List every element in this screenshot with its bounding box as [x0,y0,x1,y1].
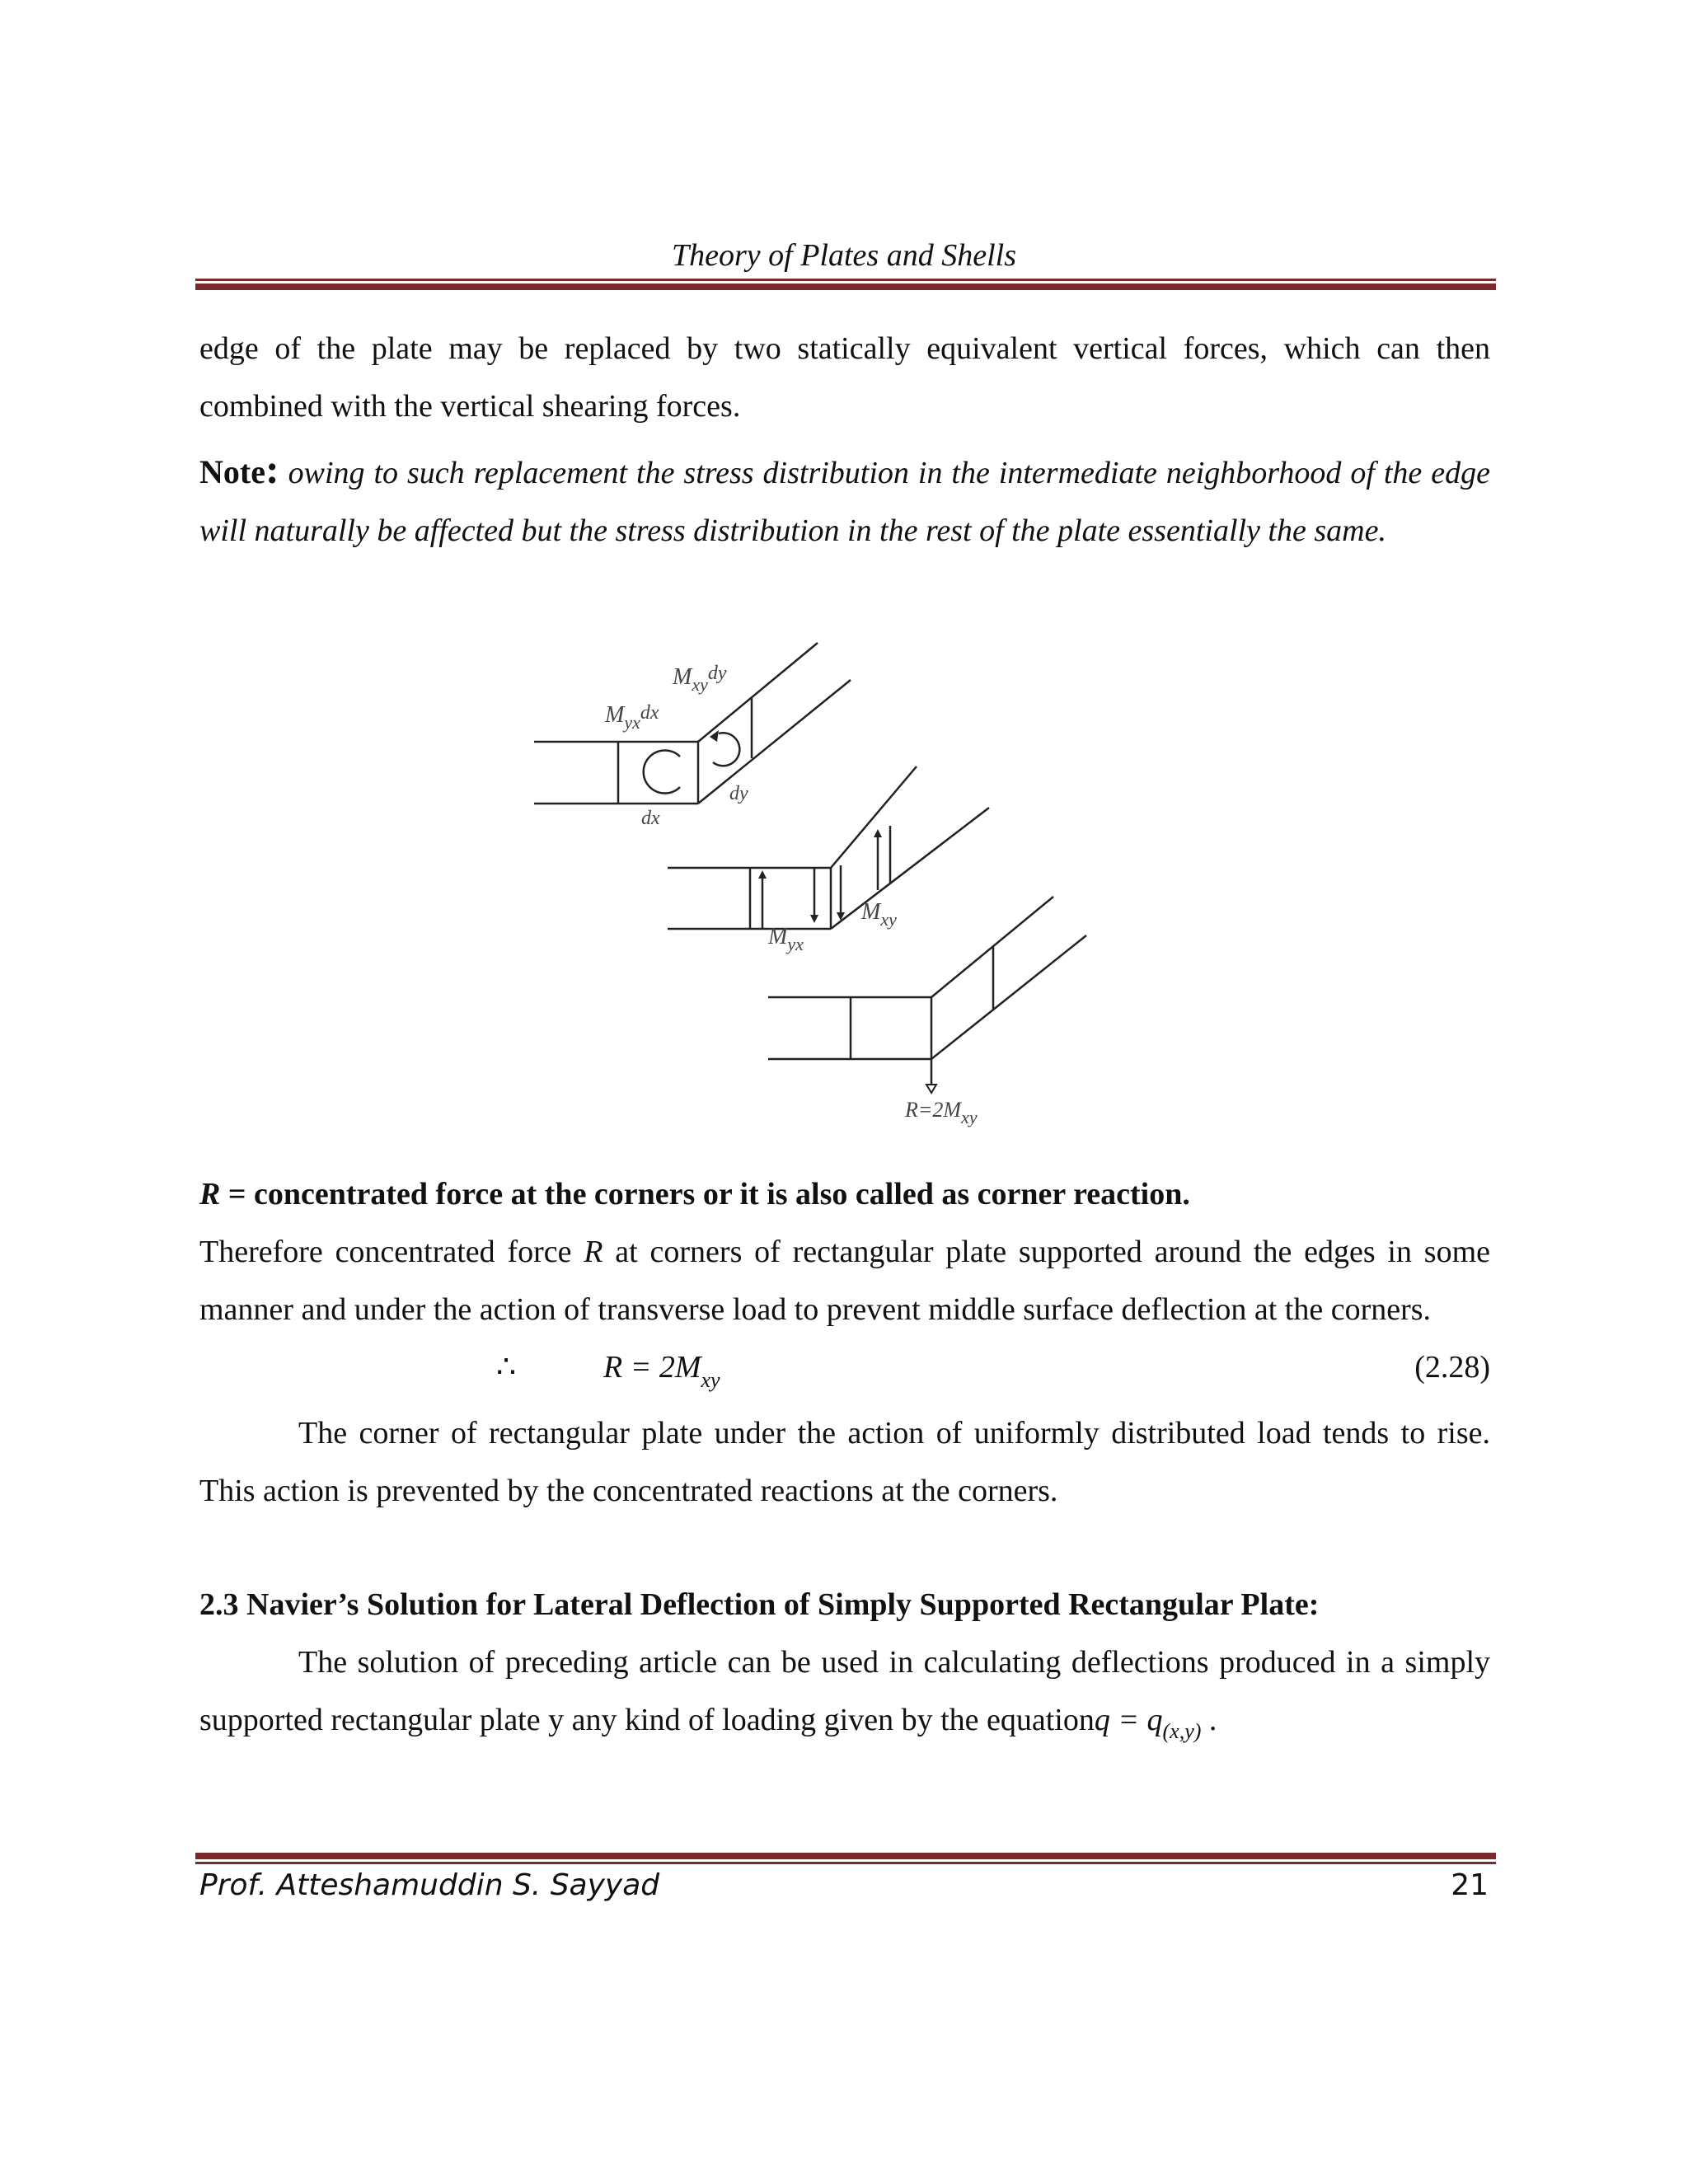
note-label: Note [199,453,265,490]
therefore-symbol: ∴ [496,1350,517,1385]
body-middle [199,1165,1490,1760]
svg-text:R=2Mxy [904,1098,978,1127]
equation-number: (2.28) [1414,1350,1490,1385]
page-header: Theory of Plates and Shells [672,238,1016,273]
paragraph-navier [199,1633,1490,1760]
note-paragraph [199,440,1490,560]
page-number: 21 [1451,1868,1489,1902]
equation-sub: xy [701,1368,720,1392]
r-symbol: R [199,1177,221,1212]
paragraph-concentrated-force [199,1223,1490,1338]
label-dy: dy [729,783,748,804]
concentrated-force-r: R [584,1235,603,1269]
navier-text: The solution of preceding article can be used in calculating deflections produced in a simply supported rectangular plate y any kind of loading given by the equation [199,1645,1490,1737]
navier-end: . [1201,1703,1217,1737]
label-myx-dx-sub: yx [624,712,640,733]
svg-text:Mxy [860,899,897,930]
navier-equation-sub: (x,y) [1162,1719,1202,1743]
svg-text:Mxydy [672,663,727,695]
svg-text:Myxdx [604,702,659,733]
r-definition-text: = concentrated force at the corners or it is also called as corner reaction. [220,1177,1190,1212]
label-myx-sub: yx [787,934,804,954]
label-dx: dx [641,808,660,829]
concentrated-force-text-b: at corners of rectangular plate supported around the edges in some manner and under the action of transverse load to prevent middle surface deflection at the corners. [199,1235,1490,1327]
label-mxy-dy-sub: xy [692,674,708,695]
label-myx-dx-m: M [605,702,625,728]
section-heading: 2.3 Navier’s Solution for Lateral Deflection of Simply Supported Rectangular Plate: [199,1587,1320,1622]
navier-equation: q = q [1094,1703,1163,1737]
label-myx-dx-tail: dx [640,702,659,724]
footer-rule [195,1853,1496,1864]
label-mxy-sub: xy [880,909,897,930]
label-mxy-dy-m: M [673,664,692,690]
equation-m: M [674,1350,701,1385]
body-top [199,320,1490,560]
label-mxy-dy-tail: dy [707,663,727,684]
equation-2-28 [199,1338,1490,1404]
paragraph-edge-forces: edge of the plate may be replaced by two statically equivalent vertical forces, which can then combined with the vertical shearing forces. [199,331,1490,424]
equation-lhs: R = 2 [603,1350,675,1385]
corner-forces-figure [528,635,1104,1146]
label-corner-reaction: R=2M [905,1098,962,1122]
note-text: owing to such replacement the stress distribution in the intermediate neighborhood of the edge will naturally be affected but the stress distribution in the rest of the plate essentially the same. [199,456,1490,548]
note-colon: : [265,446,279,492]
label-mxy-m: M [861,899,881,925]
label-myx-m: M [768,924,788,949]
corner-reaction-definition [199,1165,1490,1223]
paragraph-corner-rise: The corner of rectangular plate under the action of uniformly distributed load tends to rise. This action is prevented by the concentrated reactions at the corners. [199,1416,1490,1508]
label-corner-reaction-sub: xy [961,1107,978,1127]
concentrated-force-text-a: Therefore concentrated force [199,1235,584,1269]
header-rule [195,279,1496,290]
footer-author: Prof. Atteshamuddin S. Sayyad [199,1868,660,1902]
equation-expression [603,1338,720,1409]
